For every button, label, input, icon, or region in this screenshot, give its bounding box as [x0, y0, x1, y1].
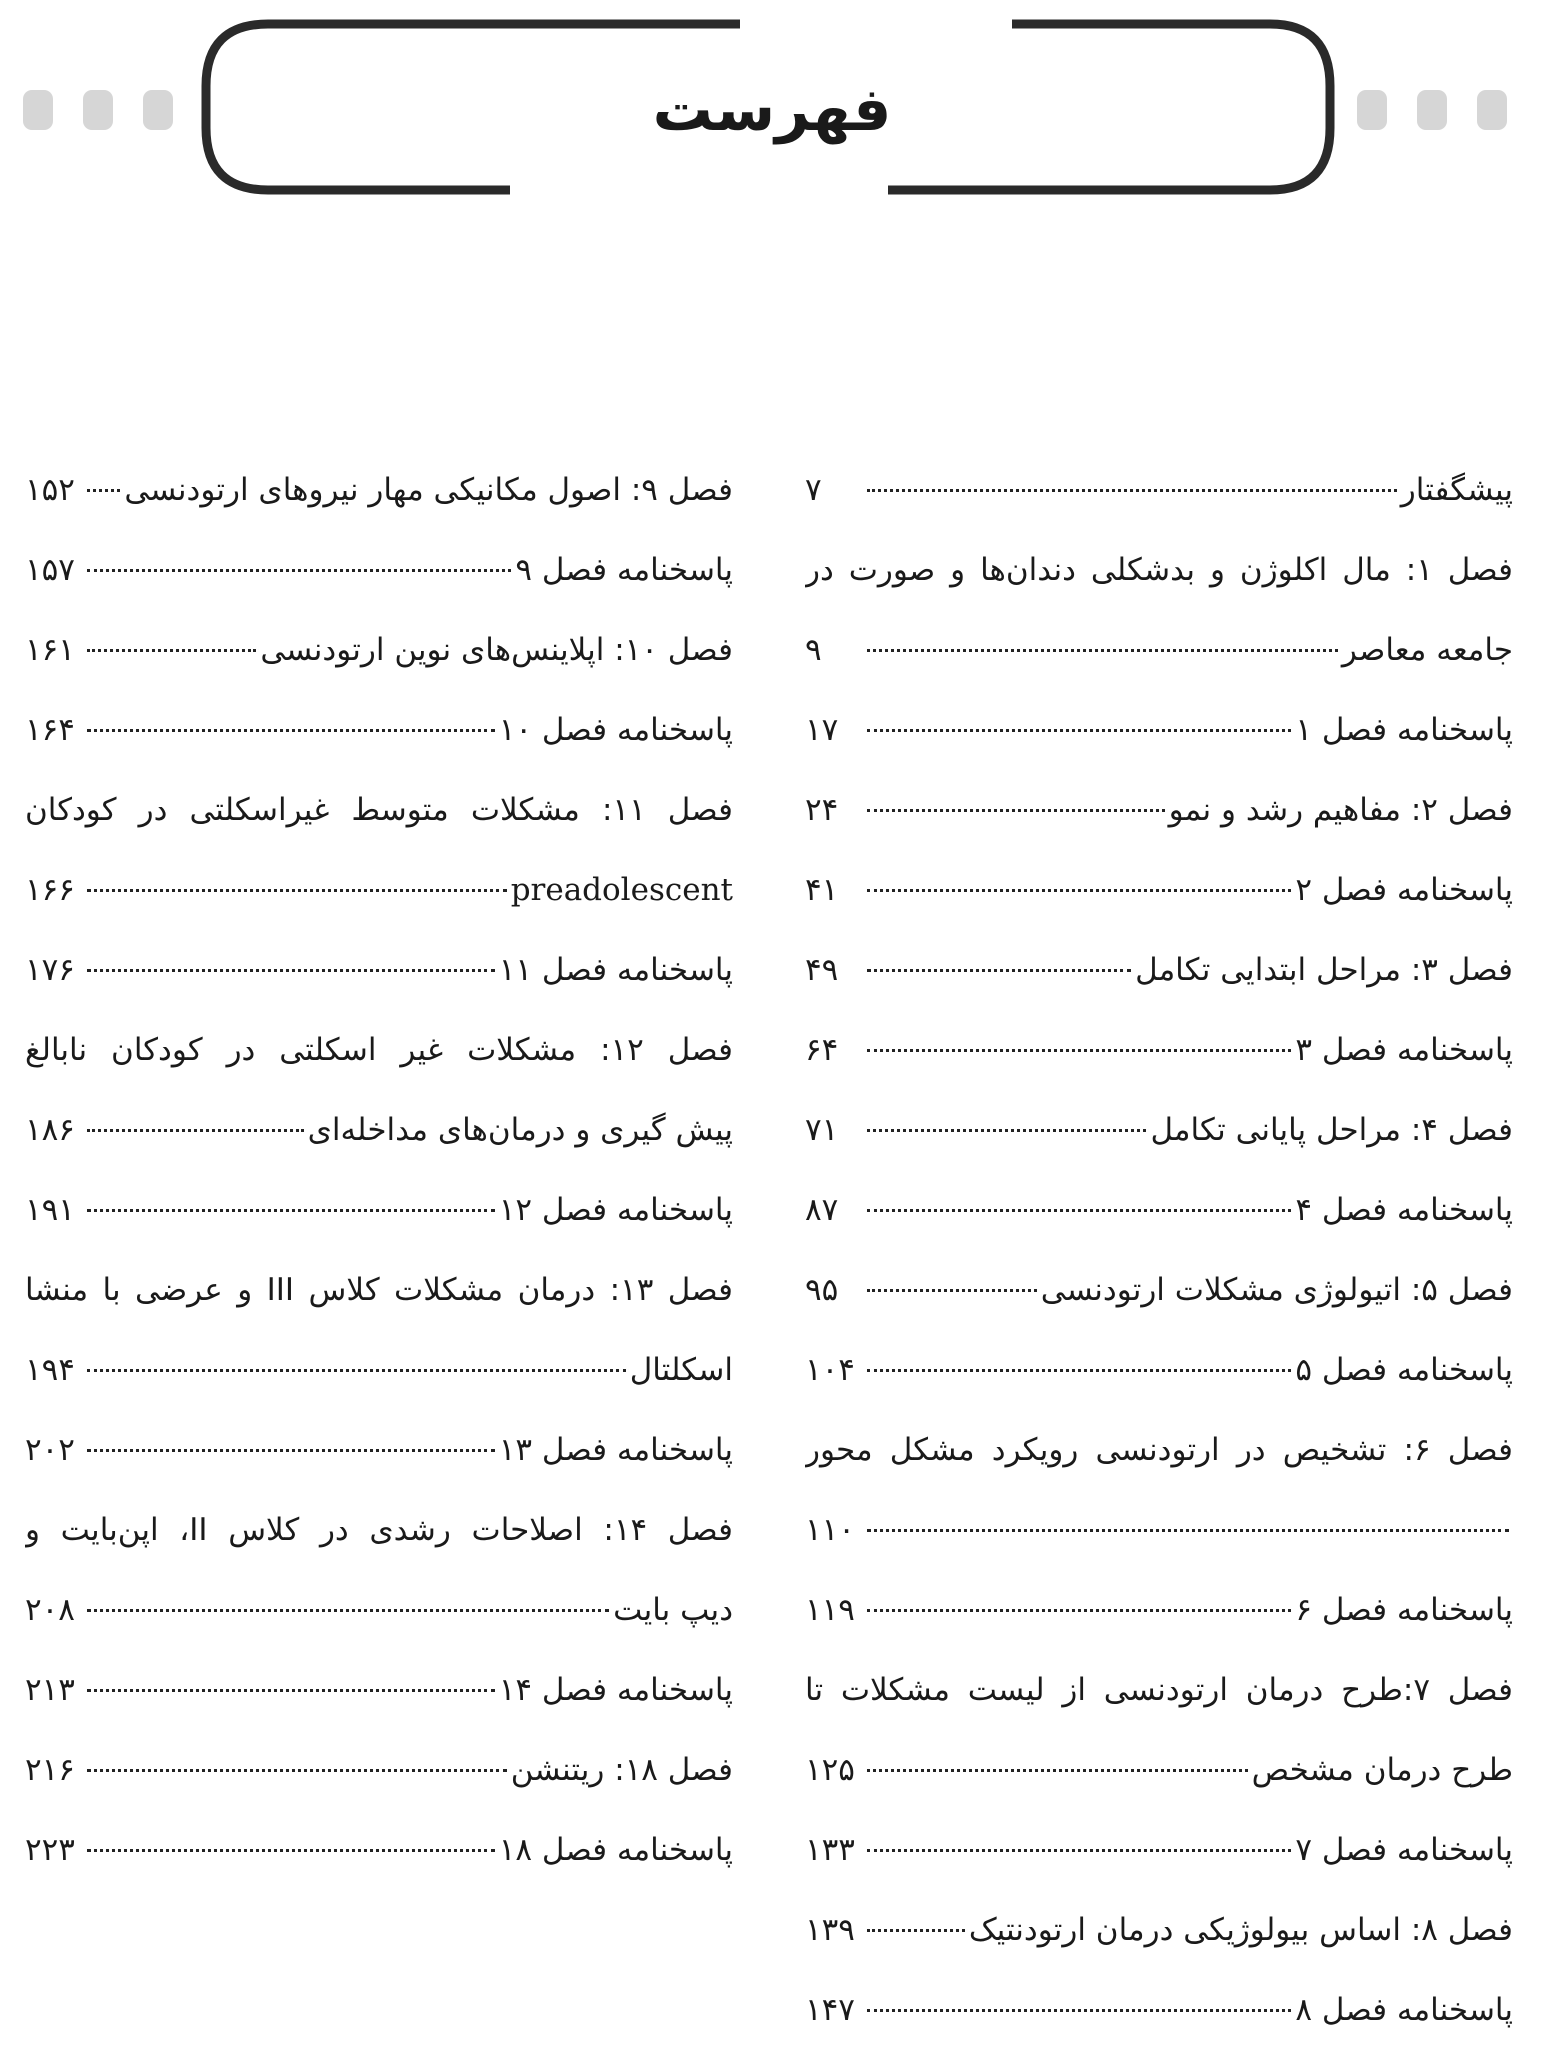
toc-entry — [805, 930, 1513, 1010]
dot-leader — [867, 1048, 1291, 1052]
dot-leader — [87, 1608, 609, 1612]
toc-page-number: ۱۵۲ — [25, 472, 75, 508]
dot-leader — [87, 1128, 304, 1132]
toc-page-number: ۱۴۷ — [805, 1992, 855, 2028]
toc-page-number: ۶۴ — [805, 1032, 839, 1068]
toc-entry-title: فصل ۴: مراحل پایانی تکامل — [1150, 1112, 1513, 1148]
toc-page-number: ۲۱۳ — [25, 1672, 75, 1708]
toc-entry-title: پیش گیری و درمان‌های مداخله‌ای — [307, 1112, 733, 1148]
toc-entry-title: فصل ۱۰: اپلاینس‌های نوین ارتودنسی — [260, 632, 733, 668]
toc-page-number: ۱۱۹ — [805, 1592, 855, 1628]
toc-entry — [25, 1410, 733, 1490]
toc-page-number: ۱۸۶ — [25, 1112, 75, 1148]
page-header — [0, 0, 1544, 200]
toc-entry — [805, 1250, 1513, 1330]
toc-entry-title: دیپ بایت — [613, 1592, 733, 1628]
dot-leader — [87, 1768, 507, 1772]
dot-leader — [867, 1928, 965, 1932]
toc-page-number: ۹ — [805, 632, 822, 668]
toc-entry — [25, 1570, 733, 1650]
toc-entry — [805, 1330, 1513, 1410]
toc-entry-title: پاسخنامه فصل ۱۲ — [498, 1192, 733, 1228]
toc-entry-line: فصل ۱۴: اصلاحات رشدی در کلاس II، اپن‌بایت و — [25, 1512, 733, 1548]
dot-leader — [867, 1368, 1291, 1372]
dot-leader — [867, 1848, 1291, 1852]
toc-entry-title: پاسخنامه فصل ۹ — [515, 552, 733, 588]
dot-leader — [87, 1448, 495, 1452]
toc-entry-title: پاسخنامه فصل ۲ — [1295, 872, 1513, 908]
toc-entry-line: فصل ۷:طرح درمان ارتودنسی از لیست مشکلات تا — [805, 1672, 1513, 1708]
toc-entry-title: پاسخنامه فصل ۳ — [1295, 1032, 1513, 1068]
toc-page-number: ۱۳۹ — [805, 1912, 855, 1948]
toc-entry — [25, 1650, 733, 1730]
dot-leader — [867, 488, 1397, 492]
toc-entry-line: فصل ۱: مال اکلوژن و بدشکلی دندان‌ها و صورت در — [805, 552, 1513, 588]
dot-leader — [867, 968, 1131, 972]
toc-page-number: ۱۳۳ — [805, 1832, 855, 1868]
toc-page-number: ۱۲۵ — [805, 1752, 855, 1788]
toc-page-number: ۱۷ — [805, 712, 839, 748]
toc-entry — [25, 1090, 733, 1170]
toc-entry-title: طرح درمان مشخص — [1251, 1752, 1513, 1788]
dot-leader — [87, 888, 507, 892]
toc-entry-title: پاسخنامه فصل ۵ — [1295, 1352, 1513, 1388]
toc-entry — [25, 1810, 733, 1890]
toc-entry-title: پاسخنامه فصل ۱۰ — [498, 712, 733, 748]
toc-entry-line: فصل ۶: تشخیص در ارتودنسی رویکرد مشکل محور — [805, 1432, 1513, 1468]
dot-leader — [87, 568, 511, 572]
toc-entry — [805, 850, 1513, 930]
dot-leader — [867, 1768, 1248, 1772]
toc-page-number: ۱۹۴ — [25, 1352, 75, 1388]
toc-entry — [805, 1570, 1513, 1650]
toc-column-right — [805, 450, 1513, 2050]
toc-entry — [25, 850, 733, 930]
toc-entry — [25, 530, 733, 610]
toc-column-left — [25, 450, 733, 1890]
dot-leader — [87, 1368, 626, 1372]
toc-entry-title: پاسخنامه فصل ۷ — [1295, 1832, 1513, 1868]
toc-entry — [805, 1890, 1513, 1970]
toc-page-number: ۲۰۸ — [25, 1592, 75, 1628]
toc-page-number: ۲۱۶ — [25, 1752, 75, 1788]
dot-leader — [87, 968, 495, 972]
toc-entry — [25, 690, 733, 770]
toc-entry — [805, 1010, 1513, 1090]
toc-entry-title: اسکلتال — [629, 1352, 733, 1388]
toc-entry-title: پاسخنامه فصل ۸ — [1295, 1992, 1513, 2028]
toc-entry — [805, 770, 1513, 850]
toc-page-number: ۱۰۴ — [805, 1352, 855, 1388]
toc-entry — [25, 930, 733, 1010]
toc-entry-title: پاسخنامه فصل ۱۴ — [498, 1672, 733, 1708]
toc-entry-title: فصل ۳: مراحل ابتدایی تکامل — [1135, 952, 1513, 988]
toc-entry-line: فصل ۱۲: مشکلات غیر اسکلتی در کودکان نابالغ — [25, 1032, 733, 1068]
toc-entry — [805, 1490, 1513, 1570]
toc-entry — [25, 1330, 733, 1410]
dot-leader — [87, 1688, 495, 1692]
toc-page-number: ۱۷۶ — [25, 952, 75, 988]
toc-entry-title: پاسخنامه فصل ۱۱ — [498, 952, 733, 988]
toc-entry-title: پاسخنامه فصل ۱۳ — [498, 1432, 733, 1468]
toc-page-number: ۱۶۱ — [25, 632, 75, 668]
toc-entry-title: پاسخنامه فصل ۱ — [1295, 712, 1513, 748]
toc-entry-title: preadolescent — [510, 872, 733, 908]
toc-entry — [25, 610, 733, 690]
toc-entry — [25, 1730, 733, 1810]
dot-leader — [87, 488, 120, 492]
toc-page-number: ۲۰۲ — [25, 1432, 75, 1468]
dot-leader — [87, 648, 256, 652]
toc-page-number: ۱۵۷ — [25, 552, 75, 588]
toc-entry-line: فصل ۱۳: درمان مشکلات کلاس III و عرضی با منشا — [25, 1272, 733, 1308]
dot-leader — [867, 888, 1291, 892]
toc-page-number: ۹۵ — [805, 1272, 839, 1308]
toc-page-number: ۱۱۰ — [805, 1512, 855, 1548]
toc-page-number: ۱۶۶ — [25, 872, 75, 908]
toc-entry-title: فصل ۱۸: ریتنشن — [510, 1752, 733, 1788]
dot-leader — [87, 728, 495, 732]
toc-entry — [25, 1170, 733, 1250]
toc-page-number: ۴۹ — [805, 952, 839, 988]
toc-entry — [805, 690, 1513, 770]
toc-entry-title: پاسخنامه فصل ۱۸ — [498, 1832, 733, 1868]
toc-page-number: ۲۲۳ — [25, 1832, 75, 1868]
toc-entry — [805, 610, 1513, 690]
page-title: فهرست — [652, 75, 892, 145]
toc-entry-title: پاسخنامه فصل ۴ — [1295, 1192, 1513, 1228]
dot-leader — [87, 1208, 495, 1212]
toc-page-number: ۴۱ — [805, 872, 839, 908]
toc-entry-title: جامعه معاصر — [1341, 632, 1513, 668]
toc-page-number: ۷۱ — [805, 1112, 839, 1148]
toc-entry-line: فصل ۱۱: مشکلات متوسط غیراسکلتی در کودکان — [25, 792, 733, 828]
toc-entry — [805, 1730, 1513, 1810]
dot-leader — [867, 648, 1338, 652]
toc-entry — [805, 1170, 1513, 1250]
toc-entry — [805, 1810, 1513, 1890]
toc-entry — [25, 450, 733, 530]
toc-page-number: ۱۶۴ — [25, 712, 75, 748]
toc-entry-title: پاسخنامه فصل ۶ — [1295, 1592, 1513, 1628]
toc-page-number: ۸۷ — [805, 1192, 839, 1228]
dot-leader — [867, 1528, 1509, 1532]
dot-leader — [867, 1208, 1291, 1212]
toc-entry-title: فصل ۸: اساس بیولوژیکی درمان ارتودنتیک — [968, 1912, 1513, 1948]
dot-leader — [867, 808, 1165, 812]
dot-leader — [867, 728, 1291, 732]
toc-entry-title: فصل ۵: اتیولوژی مشکلات ارتودنسی — [1040, 1272, 1513, 1308]
toc-entry — [805, 1090, 1513, 1170]
toc-page-number: ۲۴ — [805, 792, 839, 828]
dot-leader — [867, 1288, 1037, 1292]
toc-entry-title: پیشگفتار — [1400, 472, 1513, 508]
toc-page-number: ۷ — [805, 472, 822, 508]
dot-leader — [87, 1848, 495, 1852]
dot-leader — [867, 1608, 1291, 1612]
dot-leader — [867, 2008, 1291, 2012]
toc-entry — [805, 1970, 1513, 2050]
dot-leader — [867, 1128, 1146, 1132]
toc-entry-title: فصل ۲: مفاهیم رشد و نمو — [1168, 792, 1513, 828]
toc-entry — [805, 450, 1513, 530]
toc-page-number: ۱۹۱ — [25, 1192, 75, 1228]
toc-entry-title: فصل ۹: اصول مکانیکی مهار نیروهای ارتودنسی — [124, 472, 733, 508]
